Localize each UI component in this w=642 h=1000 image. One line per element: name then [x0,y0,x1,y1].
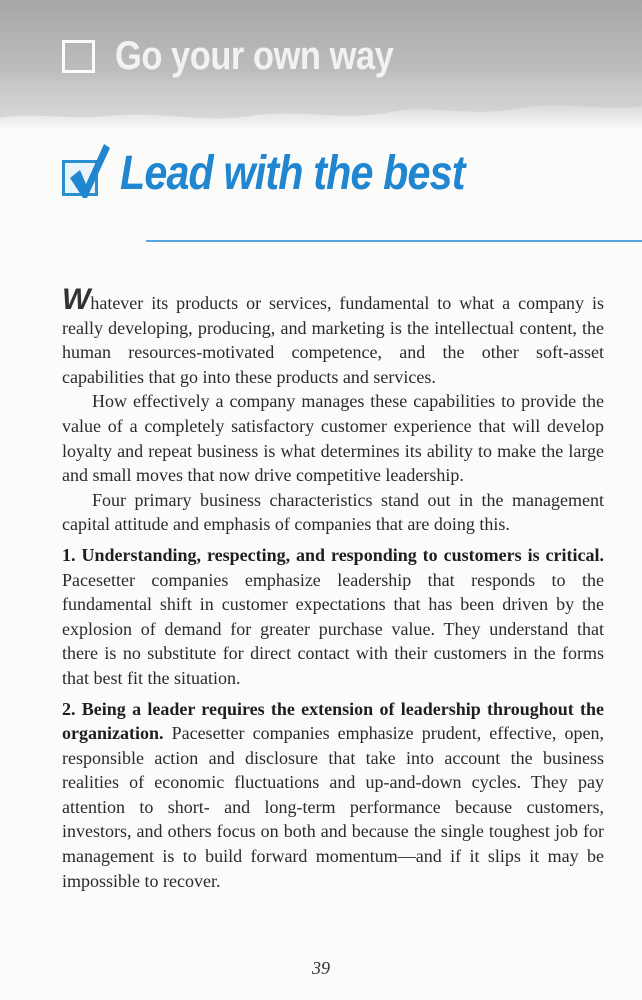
drop-cap: W [62,283,91,316]
paragraph-3: Four primary business characteristics stand out in the management capital attitude and emphasis of companies that are doing this. [62,489,604,535]
faded-heading: Go your own way [115,34,394,78]
point-2 [62,697,604,894]
main-heading: Lead with the best [120,147,465,200]
paragraph-2: How effectively a company manages these capabilities to provide the value of a completely satisfactory customer experience that will develop loyalty and repeat business is what determines its ability to make the large and small moves that now drive competitive leadership. [62,391,604,486]
point-2-text: Pacesetter companies emphasize prudent, effective, open, responsible action and disclosure that take into account the business realities of economic fluctuations and up-and-down cycles. They pay attention to short- and long-term performance because customers, investors, and others focus on both and because the single toughest job for management is to build forward momentum—and if it slips it may be impossible to recover. [62,723,604,891]
point-1-text: Pacesetter companies emphasize leadership that responds to the fundamental shift in customer expectations that has been driven by the explosion of demand for greater purchase value. They understand that there is no substitute for direct contact with their customers in the forms that best fit the situation. [62,569,604,688]
faded-heading-row [62,34,439,79]
paragraph-1-text: hatever its products or services, fundamental to what a company is really developing, producing, and marketing is the intellectual content, the human resources-motivated competence, and the other soft-asset capabilities that go into these products and services. [62,293,604,387]
checkmark-icon [60,140,112,202]
page-number: 39 [312,958,330,978]
paragraph-1 [62,283,604,389]
torn-edge-decoration [0,86,642,136]
point-1-lead: 1. Understanding, respecting, and responding to customers is critical. [62,544,604,565]
heading-rule [146,240,642,242]
point-2-lead: 2. Being a leader requires the extension of leadership throughout the organization. [62,698,604,744]
main-heading-row [60,146,620,210]
point-1 [62,543,604,691]
empty-checkbox-icon [62,40,95,73]
body-text [62,283,604,893]
